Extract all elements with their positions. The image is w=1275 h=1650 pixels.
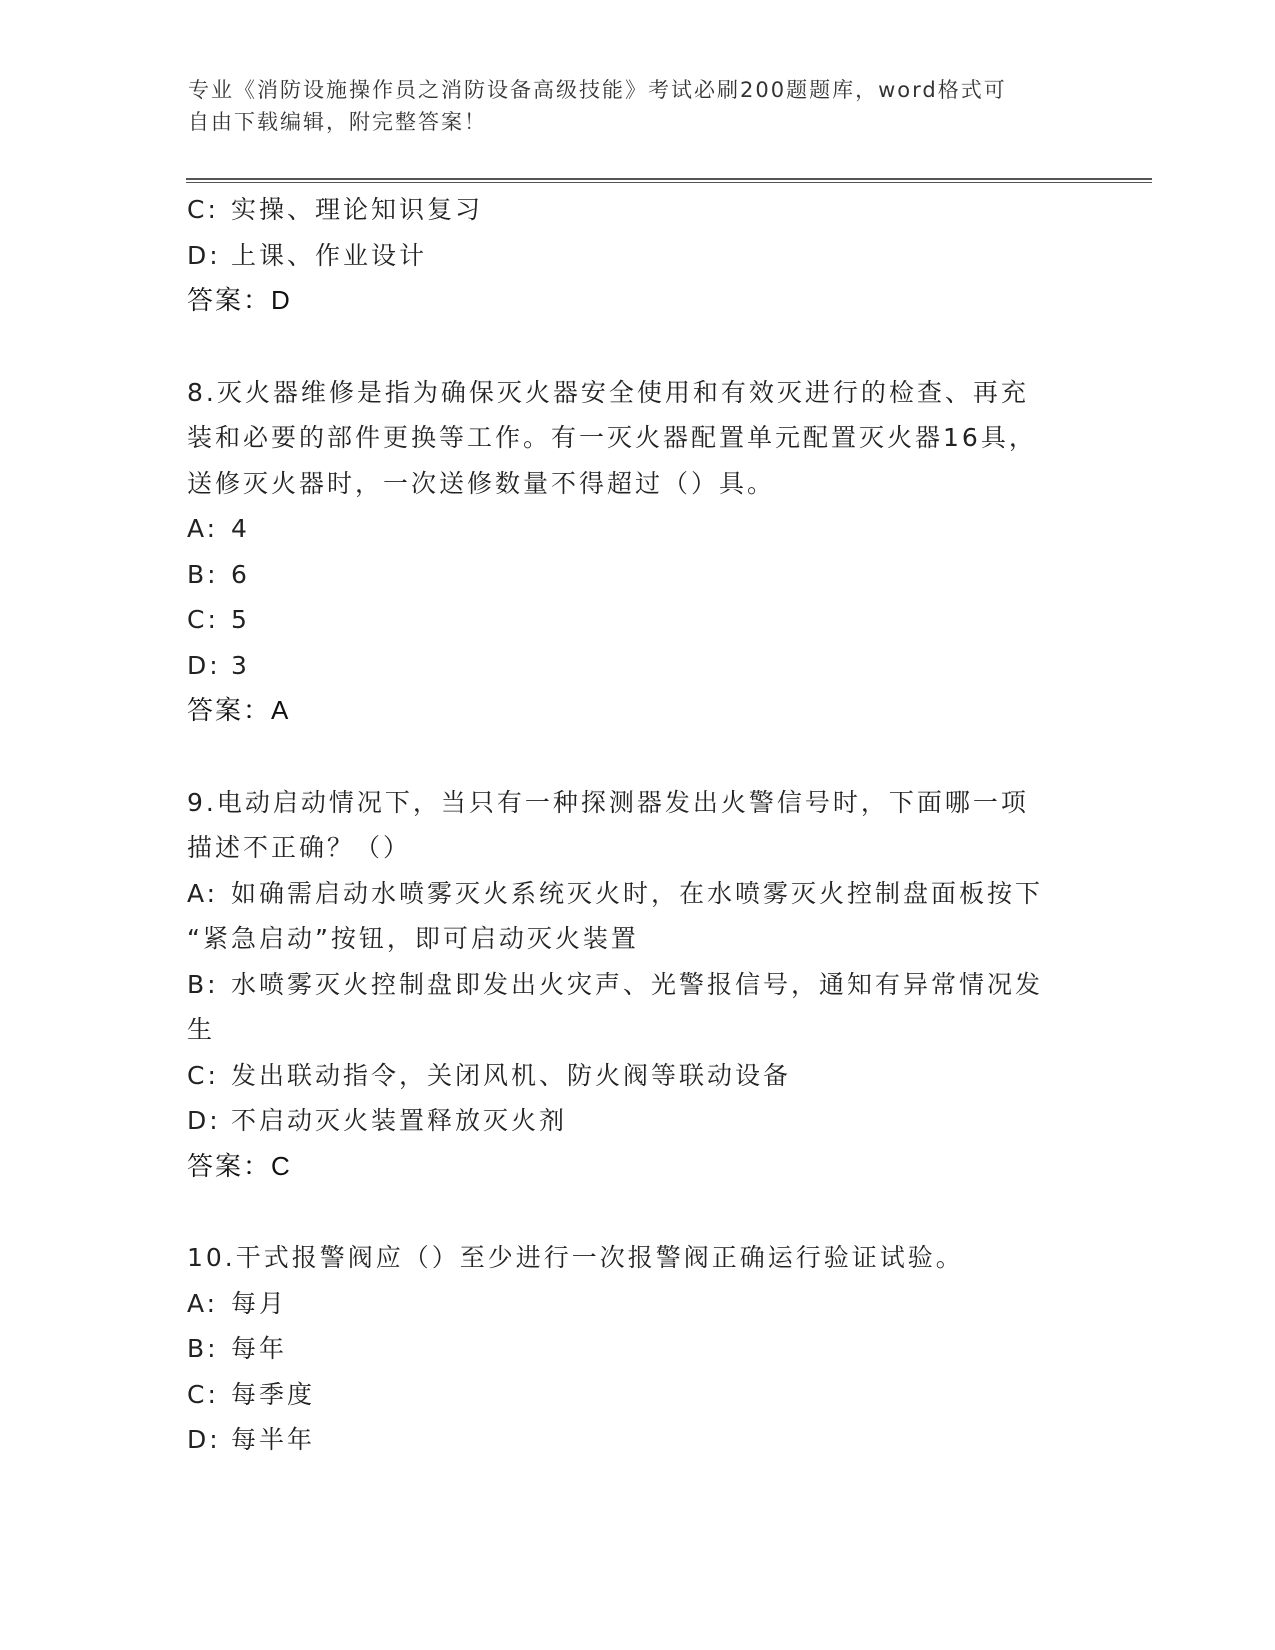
option-d — [187, 1098, 1087, 1144]
option-a — [187, 871, 1087, 917]
option-letter: B: — [187, 559, 219, 589]
option-b-continuation: 生 — [187, 1015, 216, 1044]
option-c — [187, 597, 1087, 643]
question-9 — [187, 780, 1087, 1190]
option-letter: D: — [187, 1425, 221, 1454]
option-text: 3 — [231, 650, 250, 680]
option-d — [187, 643, 1087, 689]
option-letter: D: — [187, 240, 221, 270]
option-c — [187, 1053, 1087, 1099]
header-line-1: 专业《消防设施操作员之消防设备高级技能》考试必刷200题题库，word格式可 — [188, 78, 1007, 102]
option-d — [187, 233, 1087, 279]
option-c — [187, 187, 1087, 233]
option-text: 5 — [231, 605, 250, 634]
option-d — [187, 1417, 1087, 1463]
question-stem-line: 描述不正确？（） — [187, 833, 412, 862]
option-text: 6 — [231, 559, 250, 589]
header-divider — [186, 178, 1152, 183]
question-stem-line: 8.灭火器维修是指为确保灭火器安全使用和有效灭进行的检查、再充 — [187, 377, 1029, 407]
option-letter: D: — [187, 1106, 221, 1135]
question-stem-line: 送修灭火器时，一次送修数量不得超过（）具。 — [187, 468, 776, 498]
question-10 — [187, 1235, 1087, 1463]
option-letter: C: — [187, 605, 219, 634]
option-text: 上课、作业设计 — [231, 240, 428, 270]
option-text: 水喷雾灭火控制盘即发出火灾声、光警报信号，通知有异常情况发 — [231, 969, 1044, 999]
question-stem-line: 10.干式报警阀应（）至少进行一次报警阀正确运行验证试验。 — [187, 1243, 964, 1272]
option-b — [187, 1326, 1087, 1372]
option-letter: A: — [187, 1288, 219, 1318]
option-letter: A: — [187, 514, 219, 543]
answer-line: 答案：A — [187, 695, 291, 725]
answer-line: 答案：C — [187, 1150, 292, 1181]
option-text: 4 — [231, 514, 250, 543]
option-letter: C: — [187, 1379, 219, 1409]
option-a — [187, 506, 1087, 552]
option-c — [187, 1372, 1087, 1418]
header-line-2: 自由下载编辑，附完整答案！ — [188, 110, 487, 134]
option-text: 每年 — [231, 1334, 288, 1363]
document-header — [188, 74, 1068, 138]
option-text: 发出联动指令，关闭风机、防火阀等联动设备 — [231, 1060, 792, 1090]
option-text: 实操、理论知识复习 — [231, 195, 484, 224]
option-text: 每月 — [231, 1288, 288, 1318]
option-a-continuation: “紧急启动”按钮，即可启动灭火装置 — [187, 924, 639, 953]
option-b — [187, 962, 1087, 1008]
option-a — [187, 1281, 1087, 1327]
option-letter: D: — [187, 650, 221, 680]
option-text: 每季度 — [231, 1379, 316, 1409]
answer-line: 答案：D — [187, 285, 292, 315]
question-stem-line: 9.电动启动情况下，当只有一种探测器发出火警信号时，下面哪一项 — [187, 787, 1029, 817]
option-text: 每半年 — [231, 1425, 316, 1454]
question-gap — [187, 1189, 1087, 1235]
option-b — [187, 552, 1087, 598]
option-letter: C: — [187, 1060, 219, 1090]
question-stem-line: 装和必要的部件更换等工作。有一灭火器配置单元配置灭火器16具， — [187, 423, 1037, 452]
question-8 — [187, 370, 1087, 734]
option-letter: B: — [187, 1334, 219, 1363]
option-letter: C: — [187, 195, 219, 224]
option-letter: A: — [187, 878, 219, 908]
question-gap — [187, 734, 1087, 780]
option-text: 如确需启动水喷雾灭火系统灭火时，在水喷雾灭火控制盘面板按下 — [231, 878, 1044, 908]
option-letter: B: — [187, 969, 219, 999]
question-list — [187, 187, 1087, 1463]
option-text: 不启动灭火装置释放灭火剂 — [231, 1106, 568, 1135]
question-gap — [187, 324, 1087, 370]
question-7-tail — [187, 187, 1087, 324]
